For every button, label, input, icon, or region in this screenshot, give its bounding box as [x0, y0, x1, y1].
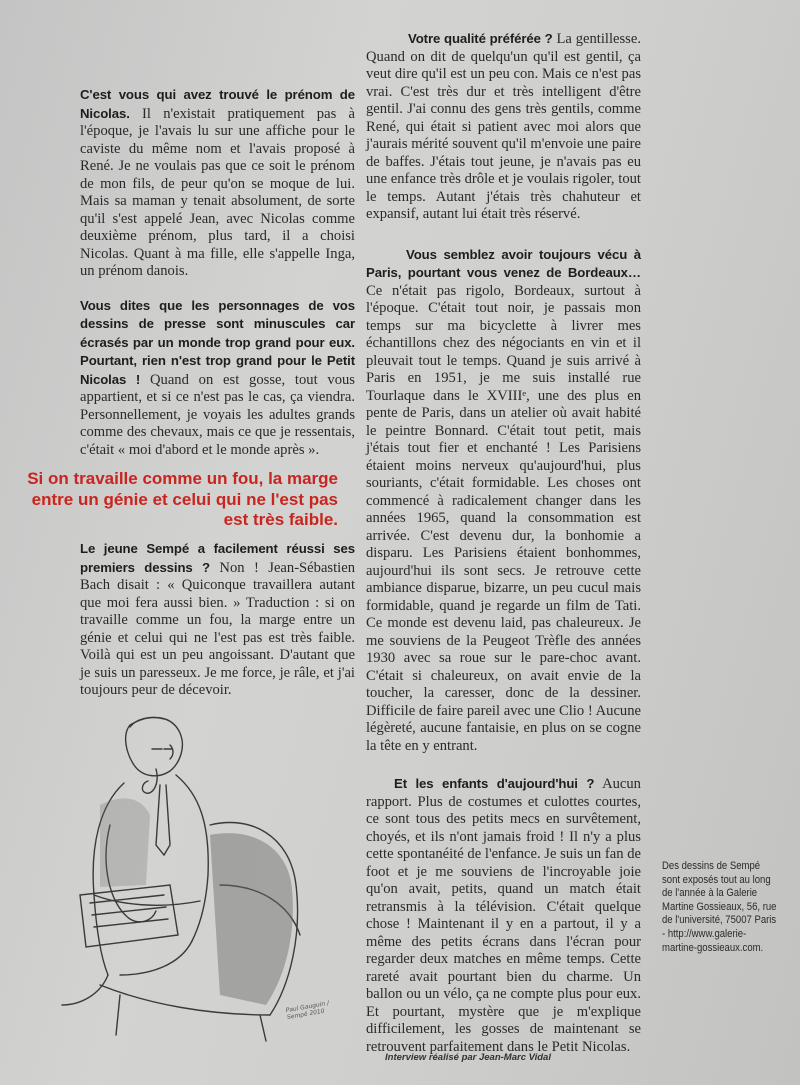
question-personnages: Vous dites que les personnages de vos dessins de presse sont minuscules car écrasés par un monde trop grand pour eux. Pourtant, rien n'est trop grand pour le Petit Nicolas ! [80, 297, 355, 387]
exhibition-caption: Des dessins de Sempé sont exposés tout au long de l'année à la Galerie Martine Gossieaux, 56, rue de l'université, 75007 Paris - http://www.galerie-martine-gossieaux.com. [662, 860, 777, 954]
answer-qualite: Votre qualité préférée ? La gentillesse. Quand on dit de quelqu'un qu'il est gentil, ça veut dire qu'il est un peu con. Mais ce n'est pas vrai. C'est très dur et très intelligent d'être gentil. J'ai connu des gens très gentils, comme René, qui était si patient avec moi alors que j'aurais mérité souvent qu'il m'envoie une paire de baffes. J'étais tout jeune, je n'avais pas eu une enfance très drôle et je voulais rigoler, tout le temps. Autant j'étais très chahuteur et expansif, autant lui était très réservé. [366, 31, 641, 222]
illustration-man-reading [60, 705, 360, 1045]
question-enfants: Et les enfants d'aujourd'hui ? [394, 776, 595, 791]
man-reading-drawing [60, 705, 360, 1045]
question-premiers-dessins: Le jeune Sempé a facilement réussi ses premiers dessins ? [80, 541, 355, 575]
question-paris: Vous semblez avoir toujours vécu à Paris, pourtant vous venez de Bordeaux… [366, 246, 641, 280]
answer-premiers-dessins: Le jeune Sempé a facilement réussi ses premiers dessins ? Non ! Jean-Sébastien Bach disait : « Quiconque travaillera autant que moi fera aussi bien. » Traduction : si on travaille comme un fou, la marge entre un génie et celui qui ne l'est pas est très faible. Voilà qui est un peu angoissant. D'autant que je suis un paresseux. Je me force, je râle, et j'ai toujours peur de décevoir. [80, 541, 355, 698]
interview-credit: Interview réalisé par Jean-Marc Vidal [385, 1052, 551, 1063]
right-column [366, 30, 641, 1069]
answer-prenom: C'est vous qui avez trouvé le prénom de Nicolas. Il n'existait pratiquement pas à l'époque, je l'avais lu sur une affiche pour le caviste du même nom et l'avais proposé à René. Je ne voulais pas que ce soit le prénom de mon fils, de peur qu'on se moque de lui. Mais sa maman y tenait absolument, de sorte qu'il s'est appelé Jean, avec Nicolas comme deuxième prénom, plus tard, il a choisi Nicolas. Quant à ma fille, elle s'appelle Inga, un prénom danois. [80, 87, 355, 279]
answer-enfants: Et les enfants d'aujourd'hui ? Aucun rapport. Plus de costumes et culottes courtes, ce sont tous des petits mecs en survêtement, choyés, et ils n'ont jamais froid ! Il n'y a plus cette spontanéité de l'enfance. Je suis un fan de foot et je me souviens de l'incroyable joie qu'on avait, petits, quand un match était retransmis à la télévision. C'était quelque chose ! Maintenant il y en a partout, il y a même des petits écrans dans l'écran pour regarder deux matches en même temps. Cette rareté avait pourtant bien du charme. Un ballon ou un vélo, ça ne compte plus pour eux. Et pourtant, mystère que je m'explique difficilement, les gosses de maintenant se retrouvent parfaitement dans le Petit Nicolas. [366, 776, 641, 1055]
answer-personnages: Vous dites que les personnages de vos dessins de presse sont minuscules car écrasés par un monde trop grand pour eux. Pourtant, rien n'est trop grand pour le Petit Nicolas ! Quand on est gosse, tout vous appartient, et si ce n'est pas le cas, ça viendra. Personnellement, je voyais les adultes grands comme des chevaux, mais ce que je ressentais, c'était « moi d'abord et le monde après ». [80, 297, 355, 458]
left-column-lower [80, 540, 355, 713]
question-qualite: Votre qualité préférée ? [408, 31, 553, 46]
artist-signature: Paul Gauguin / Sempé 2010 [285, 999, 330, 1022]
pull-quote: Si on travaille comme un fou, la marge entre un génie et celui qui ne l'est pas est très faible. [27, 469, 338, 529]
question-prenom: C'est vous qui avez trouvé le prénom de Nicolas. [80, 87, 355, 121]
left-column [80, 86, 355, 472]
answer-paris: Vous semblez avoir toujours vécu à Paris, pourtant vous venez de Bordeaux… Ce n'était pas rigolo, Bordeaux, surtout à l'époque. C'était tout noir, je passais mon temps sur ma bicyclette à livrer mes échantillons chez des négociants en vin et il pleuvait tout le temps. Quand je suis arrivé à Paris en 1951, je me suis installé rue Tourlaque dans le XVIIIᵉ, une des plus en pente de Paris, dans un atelier où avait habité le peintre Bonnard. C'était tout petit, mais j'étais tout fier et enchanté ! Les Parisiens étaient moins nerveux qu'aujourd'hui, plus souriants, c'était formidable. Les choses ont commencé à radicalement changer dans les années 1965, quand la consommation est arrivée. C'est devenu dur, la bonhomie a disparu. Les Parisiens étaient bonhommes, aujourd'hui ils sont secs. Je retrouve cette ambiance disparue, bizarre, un peu cucul mais formidable, quand je regarde un film de Tati. Ce monde est devenu laid, pas chaleureux. Je me souviens de la Peugeot Trèfle des années 1930 avec sa roue sur le pare-choc avant. C'était si chaleureux, on avait envie de la toucher, la caresser, donc de la dessiner. Difficile de faire pareil avec une Clio ! Aucune légèreté, aucune fantaisie, en plus on se cogne la tête en y entrant. [366, 246, 641, 754]
